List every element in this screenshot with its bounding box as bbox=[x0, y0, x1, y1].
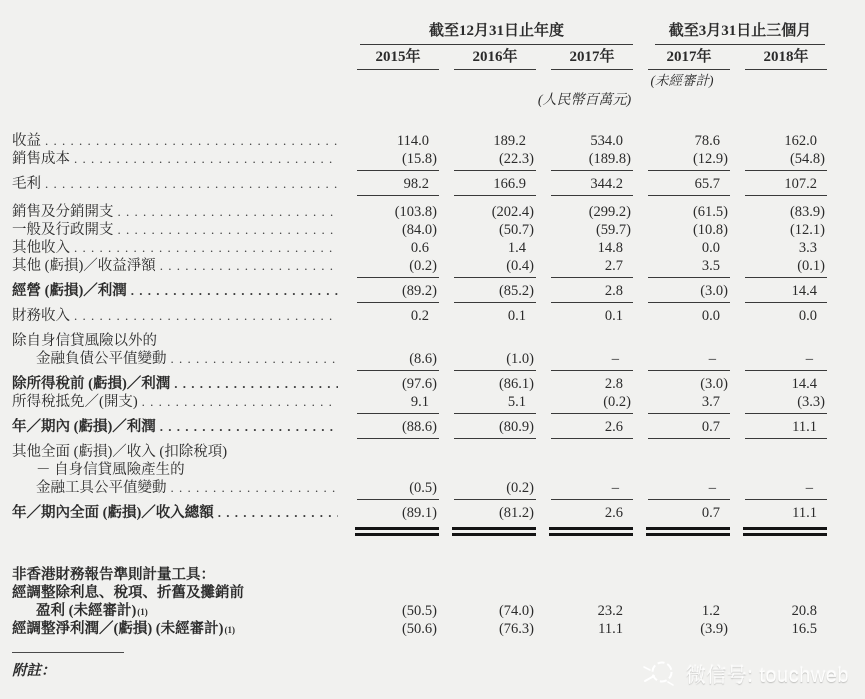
table-row bbox=[12, 132, 865, 150]
cell-value: 14.4 bbox=[791, 376, 817, 392]
double-rule bbox=[355, 527, 439, 536]
dot-leader bbox=[142, 393, 338, 411]
cell-value: 2.8 bbox=[604, 283, 623, 299]
single-rule bbox=[551, 195, 633, 196]
dot-leader bbox=[171, 350, 339, 368]
single-rule bbox=[648, 438, 730, 439]
row-label: 其他收入 . . . bbox=[12, 239, 342, 257]
dot-leader bbox=[118, 203, 339, 221]
cell-value: 0.1 bbox=[604, 308, 623, 324]
single-rule bbox=[648, 413, 730, 414]
cell-value: 11.1 bbox=[792, 505, 817, 521]
cell-value: (88.6) bbox=[401, 419, 437, 435]
single-rule bbox=[551, 370, 633, 371]
cell-value: – bbox=[708, 480, 716, 496]
cell-value: (89.2) bbox=[401, 283, 437, 299]
table-row bbox=[12, 461, 865, 479]
table-rule-row bbox=[12, 302, 865, 303]
dot-leader bbox=[74, 150, 338, 168]
table-row bbox=[12, 620, 865, 638]
cell-value: 20.8 bbox=[791, 603, 817, 619]
row-label: 非香港財務報告準則計量工具： bbox=[12, 567, 215, 583]
cell-value: (54.8) bbox=[789, 151, 825, 167]
year-column-header: 2017年 bbox=[633, 47, 730, 70]
year-column-header: 2018年 bbox=[730, 47, 827, 70]
table-row bbox=[12, 150, 865, 168]
dot-leader bbox=[45, 132, 338, 150]
table-row bbox=[12, 175, 865, 193]
dot-leader bbox=[74, 239, 338, 257]
single-rule bbox=[745, 195, 827, 196]
table-header-years bbox=[12, 47, 865, 70]
table-row bbox=[12, 418, 865, 436]
cell-value: (0.4) bbox=[506, 258, 534, 274]
row-label: 毛利 . . . bbox=[12, 175, 342, 193]
table-body bbox=[12, 132, 865, 638]
cell-value: 11.1 bbox=[598, 621, 623, 637]
watermark bbox=[642, 657, 849, 689]
row-label: 經調整除利息、稅項、折舊及攤銷前 bbox=[12, 585, 244, 601]
single-rule bbox=[648, 195, 730, 196]
cell-value: 1.2 bbox=[701, 603, 720, 619]
cell-value: 98.2 bbox=[403, 176, 429, 192]
row-label: 經營 (虧損)／利潤 . . . bbox=[12, 282, 342, 300]
table-row bbox=[12, 350, 865, 368]
column-group-quarterly: 截至3月31日止三個月 bbox=[655, 22, 825, 45]
cell-value: (83.9) bbox=[789, 204, 825, 220]
single-rule bbox=[551, 499, 633, 500]
currency-unit-note: (人民幣百萬元) bbox=[537, 93, 632, 108]
single-rule bbox=[454, 438, 536, 439]
cell-value: (81.2) bbox=[498, 505, 534, 521]
cell-value: (84.0) bbox=[401, 222, 437, 238]
cell-value: (50.5) bbox=[401, 603, 437, 619]
cell-value: (3.0) bbox=[700, 376, 728, 392]
single-rule bbox=[357, 302, 439, 303]
table-row bbox=[12, 566, 865, 584]
single-rule bbox=[357, 370, 439, 371]
table-row bbox=[12, 203, 865, 221]
single-rule bbox=[745, 277, 827, 278]
cell-value: 9.1 bbox=[410, 394, 429, 410]
single-rule bbox=[454, 413, 536, 414]
row-label: 金融工具公平值變動 . . . bbox=[12, 479, 342, 497]
double-rule bbox=[549, 527, 633, 536]
cell-value: 114.0 bbox=[396, 133, 429, 149]
single-rule bbox=[454, 170, 536, 171]
dot-leader bbox=[45, 175, 338, 193]
table-row bbox=[12, 584, 865, 602]
single-rule bbox=[745, 438, 827, 439]
single-rule bbox=[454, 195, 536, 196]
cell-value: (61.5) bbox=[692, 204, 728, 220]
cell-value: 1.4 bbox=[507, 240, 526, 256]
cell-value: 2.6 bbox=[604, 505, 623, 521]
row-label: 除自身信貸風險以外的 bbox=[12, 333, 157, 349]
single-rule bbox=[551, 438, 633, 439]
cell-value: (74.0) bbox=[498, 603, 534, 619]
cell-value: 11.1 bbox=[792, 419, 817, 435]
cell-value: (3.0) bbox=[700, 283, 728, 299]
single-rule bbox=[648, 370, 730, 371]
cell-value: (189.8) bbox=[588, 151, 631, 167]
row-label: 銷售及分銷開支 . . . bbox=[12, 203, 342, 221]
table-row bbox=[12, 602, 865, 620]
cell-value: (8.6) bbox=[409, 351, 437, 367]
table-row bbox=[12, 479, 865, 497]
row-label: 其他 (虧損)／收益淨額 . . . bbox=[12, 257, 342, 275]
double-rule bbox=[452, 527, 536, 536]
cell-value: (80.9) bbox=[498, 419, 534, 435]
single-rule bbox=[745, 499, 827, 500]
cell-value: (202.4) bbox=[491, 204, 534, 220]
row-label: 盈利 (未經審計) (1) bbox=[36, 603, 148, 619]
single-rule bbox=[551, 277, 633, 278]
table-row bbox=[12, 393, 865, 411]
single-rule bbox=[357, 499, 439, 500]
cell-value: 0.1 bbox=[507, 308, 526, 324]
table-rule-row bbox=[12, 277, 865, 278]
footnote-divider bbox=[12, 652, 124, 653]
cell-value: 0.7 bbox=[701, 419, 720, 435]
cell-value: 189.2 bbox=[493, 133, 526, 149]
cell-value: 107.2 bbox=[784, 176, 817, 192]
row-label: 收益 . . . bbox=[12, 132, 342, 150]
table-row bbox=[12, 282, 865, 300]
cell-value: 0.0 bbox=[701, 240, 720, 256]
cell-value: (0.2) bbox=[409, 258, 437, 274]
year-column-header: 2015年 bbox=[342, 47, 439, 70]
touchweb-logo-icon bbox=[642, 657, 678, 689]
row-label: 金融負債公平值變動 . . . bbox=[12, 350, 342, 368]
cell-value: (103.8) bbox=[394, 204, 437, 220]
single-rule bbox=[357, 277, 439, 278]
row-label: 財務收入 . . . bbox=[12, 307, 342, 325]
unaudited-note: (未經審計) bbox=[650, 73, 714, 88]
single-rule bbox=[357, 170, 439, 171]
dot-leader bbox=[131, 282, 338, 300]
single-rule bbox=[551, 170, 633, 171]
cell-value: 2.8 bbox=[604, 376, 623, 392]
row-label: 年／期內全面 (虧損)／收入總額 . . . bbox=[12, 504, 342, 522]
cell-value: – bbox=[708, 351, 716, 367]
dot-leader bbox=[160, 257, 338, 275]
row-label: 所得稅抵免／(開支) . . . bbox=[12, 393, 342, 411]
single-rule bbox=[648, 499, 730, 500]
table-row bbox=[12, 443, 865, 461]
cell-value: (59.7) bbox=[595, 222, 631, 238]
cell-value: – bbox=[611, 351, 619, 367]
table-header-unit-row bbox=[12, 89, 865, 110]
single-rule bbox=[357, 195, 439, 196]
cell-value: 5.1 bbox=[507, 394, 526, 410]
cell-value: (12.1) bbox=[789, 222, 825, 238]
table-row bbox=[12, 257, 865, 275]
row-label: 除所得稅前 (虧損)／利潤 . . . bbox=[12, 375, 342, 393]
table-header-groups bbox=[12, 22, 865, 45]
single-rule bbox=[648, 170, 730, 171]
row-label: － 自身信貸風險產生的 bbox=[36, 462, 185, 478]
single-rule bbox=[551, 413, 633, 414]
cell-value: (97.6) bbox=[401, 376, 437, 392]
cell-value: 3.5 bbox=[701, 258, 720, 274]
dot-leader bbox=[174, 375, 338, 393]
cell-value: (3.3) bbox=[797, 394, 825, 410]
cell-value: 23.2 bbox=[597, 603, 623, 619]
row-label: 經調整淨利潤／(虧損) (未經審計) (1) bbox=[12, 621, 235, 637]
single-rule bbox=[648, 302, 730, 303]
cell-value: 0.2 bbox=[410, 308, 429, 324]
table-rule-row bbox=[12, 524, 865, 536]
cell-value: 166.9 bbox=[493, 176, 526, 192]
row-label: 其他全面 (虧損)／收入 (扣除稅項) bbox=[12, 444, 228, 460]
cell-value: – bbox=[805, 351, 813, 367]
cell-value: (10.8) bbox=[692, 222, 728, 238]
row-label: 年／期內 (虧損)／利潤 . . . bbox=[12, 418, 342, 436]
double-rule bbox=[743, 527, 827, 536]
cell-value: (299.2) bbox=[588, 204, 631, 220]
cell-value: 3.3 bbox=[798, 240, 817, 256]
single-rule bbox=[551, 302, 633, 303]
cell-value: (12.9) bbox=[692, 151, 728, 167]
cell-value: 78.6 bbox=[694, 133, 720, 149]
cell-value: 0.6 bbox=[410, 240, 429, 256]
single-rule bbox=[648, 277, 730, 278]
dot-leader bbox=[218, 504, 338, 522]
cell-value: – bbox=[611, 480, 619, 496]
footnote-label: 附註： bbox=[12, 663, 56, 679]
column-group-annual: 截至12月31日止年度 bbox=[360, 22, 633, 45]
watermark-text: 微信号: touchweb bbox=[685, 664, 849, 687]
cell-value: (50.7) bbox=[498, 222, 534, 238]
cell-value: – bbox=[805, 480, 813, 496]
table-row bbox=[12, 307, 865, 325]
cell-value: (3.9) bbox=[700, 621, 728, 637]
cell-value: 344.2 bbox=[590, 176, 623, 192]
cell-value: (86.1) bbox=[498, 376, 534, 392]
table-rule-row bbox=[12, 195, 865, 196]
table-row bbox=[12, 221, 865, 239]
table-header-unaudited-row bbox=[12, 72, 865, 89]
cell-value: 0.0 bbox=[701, 308, 720, 324]
table-rule-row bbox=[12, 370, 865, 371]
single-rule bbox=[745, 370, 827, 371]
cell-value: 2.6 bbox=[604, 419, 623, 435]
single-rule bbox=[745, 413, 827, 414]
cell-value: (0.1) bbox=[797, 258, 825, 274]
single-rule bbox=[745, 170, 827, 171]
cell-value: (76.3) bbox=[498, 621, 534, 637]
cell-value: (0.5) bbox=[409, 480, 437, 496]
single-rule bbox=[454, 302, 536, 303]
dot-leader bbox=[74, 307, 338, 325]
year-column-header: 2017年 bbox=[536, 47, 633, 70]
dot-leader bbox=[160, 418, 338, 436]
cell-value: 162.0 bbox=[784, 133, 817, 149]
cell-value: 534.0 bbox=[590, 133, 623, 149]
cell-value: (22.3) bbox=[498, 151, 534, 167]
year-column-header: 2016年 bbox=[439, 47, 536, 70]
table-row bbox=[12, 332, 865, 350]
single-rule bbox=[357, 438, 439, 439]
table-rule-row bbox=[12, 438, 865, 439]
table-rule-row bbox=[12, 170, 865, 171]
single-rule bbox=[454, 277, 536, 278]
double-rule bbox=[646, 527, 730, 536]
cell-value: 14.4 bbox=[791, 283, 817, 299]
single-rule bbox=[357, 413, 439, 414]
cell-value: 2.7 bbox=[604, 258, 623, 274]
cell-value: (0.2) bbox=[603, 394, 631, 410]
cell-value: 0.7 bbox=[701, 505, 720, 521]
single-rule bbox=[745, 302, 827, 303]
cell-value: 0.0 bbox=[798, 308, 817, 324]
table-row bbox=[12, 239, 865, 257]
table-row bbox=[12, 504, 865, 522]
dot-leader bbox=[118, 221, 339, 239]
cell-value: 16.5 bbox=[791, 621, 817, 637]
cell-value: 14.8 bbox=[597, 240, 623, 256]
cell-value: (50.6) bbox=[401, 621, 437, 637]
cell-value: 3.7 bbox=[701, 394, 720, 410]
cell-value: (15.8) bbox=[401, 151, 437, 167]
row-label: 一般及行政開支 . . . bbox=[12, 221, 342, 239]
dot-leader bbox=[171, 479, 339, 497]
cell-value: (85.2) bbox=[498, 283, 534, 299]
cell-value: (1.0) bbox=[506, 351, 534, 367]
cell-value: (89.1) bbox=[401, 505, 437, 521]
cell-value: 65.7 bbox=[694, 176, 720, 192]
row-label: 銷售成本 . . . bbox=[12, 150, 342, 168]
table-rule-row bbox=[12, 413, 865, 414]
cell-value: (0.2) bbox=[506, 480, 534, 496]
single-rule bbox=[454, 370, 536, 371]
single-rule bbox=[454, 499, 536, 500]
table-rule-row bbox=[12, 499, 865, 500]
table-row bbox=[12, 375, 865, 393]
